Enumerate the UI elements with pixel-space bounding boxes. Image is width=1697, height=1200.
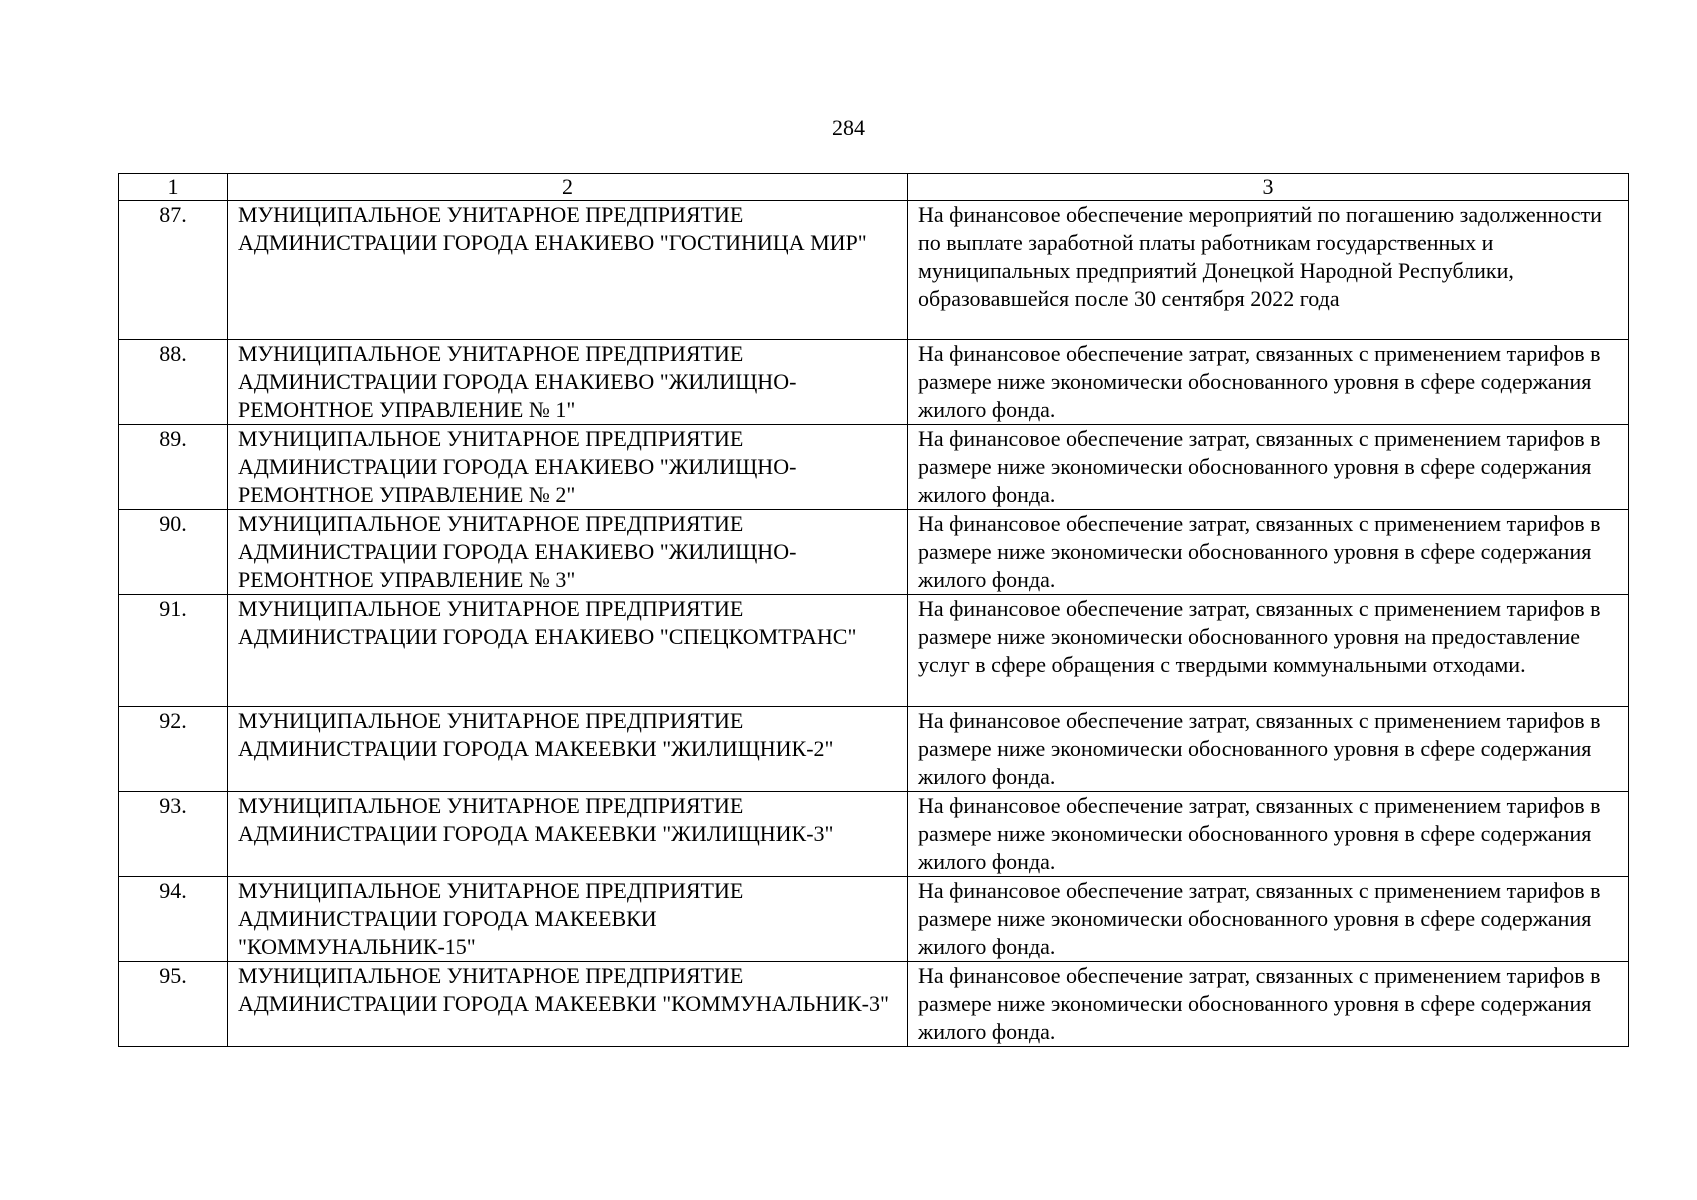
organization-name: МУНИЦИПАЛЬНОЕ УНИТАРНОЕ ПРЕДПРИЯТИЕ АДМИНИСТРАЦИИ ГОРОДА ЕНАКИЕВО "ЖИЛИЩНО-РЕМОНТНОЕ УПРАВЛЕНИЕ № 2" (228, 425, 908, 510)
funding-purpose: На финансовое обеспечение затрат, связанных с применением тарифов в размере ниже экономически обоснованного уровня в сфере содержания жилого фонда. (908, 425, 1629, 510)
row-number: 88. (119, 340, 228, 425)
column-header-number: 1 (119, 174, 228, 201)
organization-name: МУНИЦИПАЛЬНОЕ УНИТАРНОЕ ПРЕДПРИЯТИЕ АДМИНИСТРАЦИИ ГОРОДА МАКЕЕВКИ "КОММУНАЛЬНИК-15" (228, 877, 908, 962)
table-header-row (119, 174, 1629, 201)
funding-purpose: На финансовое обеспечение затрат, связанных с применением тарифов в размере ниже экономически обоснованного уровня в сфере содержания жилого фонда. (908, 792, 1629, 877)
row-number: 92. (119, 707, 228, 792)
table-row (119, 707, 1629, 792)
row-number: 94. (119, 877, 228, 962)
row-number: 87. (119, 201, 228, 340)
organization-name: МУНИЦИПАЛЬНОЕ УНИТАРНОЕ ПРЕДПРИЯТИЕ АДМИНИСТРАЦИИ ГОРОДА МАКЕЕВКИ "ЖИЛИЩНИК-2" (228, 707, 908, 792)
row-number: 90. (119, 510, 228, 595)
funding-purpose: На финансовое обеспечение затрат, связанных с применением тарифов в размере ниже экономически обоснованного уровня на предоставление услуг в сфере обращения с твердыми коммунальными отходами. (908, 595, 1629, 707)
table-row (119, 595, 1629, 707)
organization-name: МУНИЦИПАЛЬНОЕ УНИТАРНОЕ ПРЕДПРИЯТИЕ АДМИНИСТРАЦИИ ГОРОДА ЕНАКИЕВО "СПЕЦКОМТРАНС" (228, 595, 908, 707)
row-number: 89. (119, 425, 228, 510)
funding-purpose: На финансовое обеспечение затрат, связанных с применением тарифов в размере ниже экономически обоснованного уровня в сфере содержания жилого фонда. (908, 962, 1629, 1047)
table-row (119, 510, 1629, 595)
table-row (119, 962, 1629, 1047)
table-row (119, 201, 1629, 340)
funding-purpose: На финансовое обеспечение затрат, связанных с применением тарифов в размере ниже экономически обоснованного уровня в сфере содержания жилого фонда. (908, 877, 1629, 962)
funding-purpose: На финансовое обеспечение затрат, связанных с применением тарифов в размере ниже экономически обоснованного уровня в сфере содержания жилого фонда. (908, 707, 1629, 792)
table-row (119, 877, 1629, 962)
row-number: 95. (119, 962, 228, 1047)
funding-purpose: На финансовое обеспечение мероприятий по погашению задолженности по выплате заработной платы работникам государственных и муниципальных предприятий Донецкой Народной Республики, образовавшейся после 30 сентября 2022 года (908, 201, 1629, 340)
organization-name: МУНИЦИПАЛЬНОЕ УНИТАРНОЕ ПРЕДПРИЯТИЕ АДМИНИСТРАЦИИ ГОРОДА МАКЕЕВКИ "КОММУНАЛЬНИК-3" (228, 962, 908, 1047)
organization-name: МУНИЦИПАЛЬНОЕ УНИТАРНОЕ ПРЕДПРИЯТИЕ АДМИНИСТРАЦИИ ГОРОДА ЕНАКИЕВО "ЖИЛИЩНО-РЕМОНТНОЕ УПРАВЛЕНИЕ № 3" (228, 510, 908, 595)
table-row (119, 425, 1629, 510)
page-number: 284 (832, 115, 865, 140)
table-row (119, 340, 1629, 425)
column-header-organization: 2 (228, 174, 908, 201)
table-row (119, 792, 1629, 877)
organization-name: МУНИЦИПАЛЬНОЕ УНИТАРНОЕ ПРЕДПРИЯТИЕ АДМИНИСТРАЦИИ ГОРОДА ЕНАКИЕВО "ГОСТИНИЦА МИР" (228, 201, 908, 340)
organization-name: МУНИЦИПАЛЬНОЕ УНИТАРНОЕ ПРЕДПРИЯТИЕ АДМИНИСТРАЦИИ ГОРОДА МАКЕЕВКИ "ЖИЛИЩНИК-3" (228, 792, 908, 877)
row-number: 93. (119, 792, 228, 877)
column-header-purpose: 3 (908, 174, 1629, 201)
subsidy-table (118, 173, 1629, 1047)
funding-purpose: На финансовое обеспечение затрат, связанных с применением тарифов в размере ниже экономически обоснованного уровня в сфере содержания жилого фонда. (908, 510, 1629, 595)
row-number: 91. (119, 595, 228, 707)
funding-purpose: На финансовое обеспечение затрат, связанных с применением тарифов в размере ниже экономически обоснованного уровня в сфере содержания жилого фонда. (908, 340, 1629, 425)
organization-name: МУНИЦИПАЛЬНОЕ УНИТАРНОЕ ПРЕДПРИЯТИЕ АДМИНИСТРАЦИИ ГОРОДА ЕНАКИЕВО "ЖИЛИЩНО-РЕМОНТНОЕ УПРАВЛЕНИЕ № 1" (228, 340, 908, 425)
